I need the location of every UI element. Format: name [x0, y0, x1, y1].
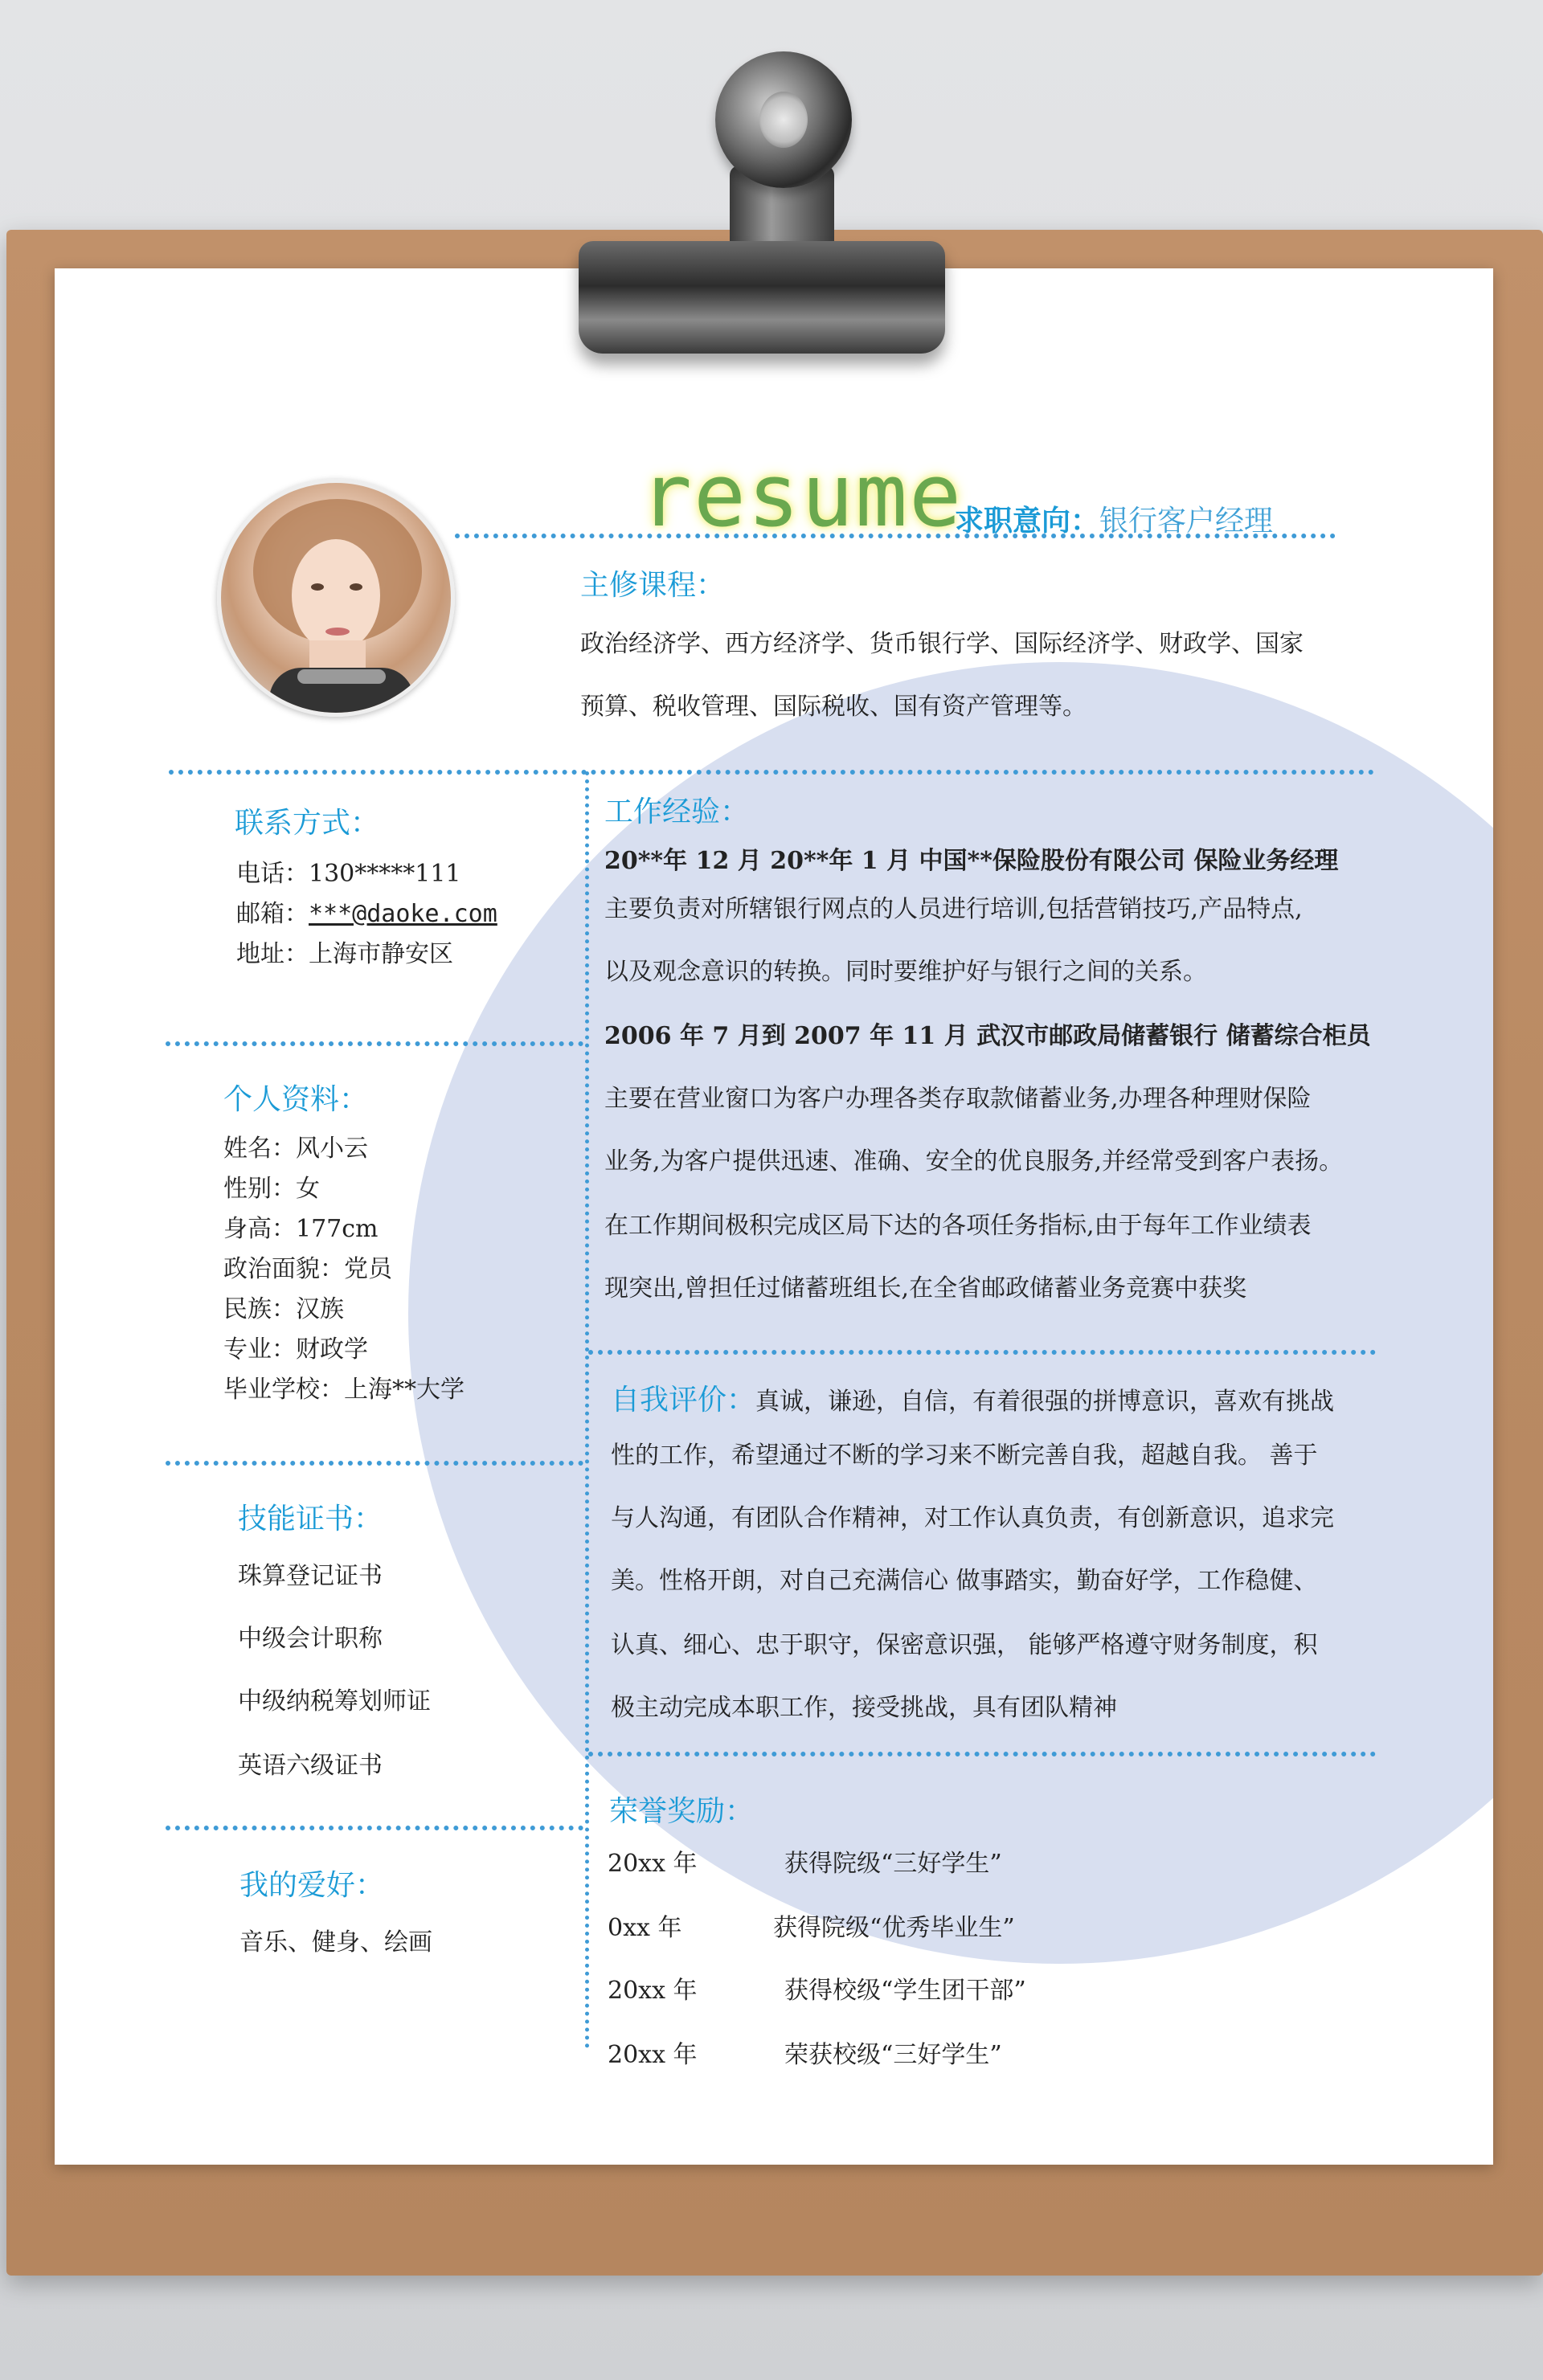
honor-year: 20xx 年: [608, 2041, 698, 2069]
skill-item: 英语六级证书: [238, 1752, 383, 1780]
personal-politics: 政治面貌：党员: [223, 1255, 392, 1283]
job-intention-value: 银行客户经理: [1099, 505, 1274, 538]
left-divider-1: [166, 1041, 583, 1046]
job2-title: 2006 年 7 月到 2007 年 11 月 武汉市邮政局储蓄银行 储蓄综合柜员: [604, 1022, 1371, 1050]
courses-heading: 主修课程：: [580, 569, 726, 602]
personal-height: 身高：177cm: [223, 1215, 379, 1243]
personal-major: 专业：财政学: [223, 1335, 368, 1364]
self-eval-line-3: 美。性格开朗，对自己充满信心 做事踏实，勤奋好学，工作稳健、: [611, 1567, 1318, 1595]
hobbies-heading: 我的爱好：: [239, 1869, 385, 1902]
personal-heading: 个人资料：: [223, 1083, 369, 1116]
binder-clip-ring: [715, 51, 852, 188]
honor-text: 获得校级“学生团干部”: [784, 1977, 1026, 2005]
personal-gender: 性别：女: [223, 1175, 320, 1203]
personal-school: 毕业学校：上海**大学: [223, 1376, 465, 1404]
honors-heading: 荣誉奖励：: [609, 1795, 755, 1828]
binder-clip-icon: [579, 241, 945, 354]
honor-text: 荣获校级“三好学生”: [784, 2041, 1002, 2069]
job1-title: 20**年 12 月 20**年 1 月 中国**保险股份有限公司 保险业务经理: [604, 847, 1339, 875]
avatar: [217, 479, 455, 717]
honor-text: 获得院级“三好学生”: [784, 1850, 1002, 1878]
job2-line-2: 业务,为客户提供迅速、准确、安全的优良服务,并经常受到客户表扬。: [604, 1147, 1344, 1176]
job2-line-1: 主要在营业窗口为客户办理各类存取款储蓄业务,办理各种理财保险: [604, 1085, 1312, 1113]
contact-email-row: [236, 900, 497, 929]
work-heading: 工作经验：: [604, 795, 750, 828]
personal-ethnicity: 民族：汉族: [223, 1295, 344, 1323]
self-eval-line-4: 认真、细心、忠于职守，保密意识强， 能够严格遵守财务制度，积: [611, 1631, 1318, 1659]
skill-item: 珠算登记证书: [238, 1562, 383, 1590]
section-divider-top: [169, 770, 1374, 775]
honor-text: 获得院级“优秀毕业生”: [773, 1914, 1015, 1942]
honor-year: 20xx 年: [608, 1977, 698, 2005]
contact-email-link[interactable]: ***@daoke.com: [309, 900, 497, 928]
contact-heading: 联系方式：: [235, 807, 380, 840]
honor-year: 0xx 年: [608, 1914, 682, 1942]
skill-item: 中级会计职称: [238, 1625, 383, 1653]
skill-item: 中级纳税筹划师证: [238, 1687, 431, 1715]
job1-line-1: 主要负责对所辖银行网点的人员进行培训,包括营销技巧,产品特点,: [604, 895, 1303, 923]
job1-line-2: 以及观念意识的转换。同时要维护好与银行之间的关系。: [604, 958, 1207, 986]
self-eval-first-row: [611, 1377, 1334, 1418]
column-divider: [585, 771, 589, 2049]
courses-line-1: 政治经济学、西方经济学、货币银行学、国际经济学、财政学、国家: [580, 630, 1304, 658]
right-divider-1: [588, 1350, 1376, 1355]
honor-year: 20xx 年: [608, 1850, 698, 1878]
self-eval-line-0: 真诚，谦逊，自信，有着很强的拼博意识，喜欢有挑战: [755, 1388, 1335, 1416]
self-eval-line-2: 与人沟通，有团队合作精神，对工作认真负责，有创新意识，追求完: [611, 1504, 1334, 1532]
contact-email-label: 邮箱：: [236, 900, 309, 928]
self-eval-line-5: 极主动完成本职工作，接受挑战，具有团队精神: [611, 1694, 1117, 1722]
left-divider-2: [166, 1461, 583, 1466]
courses-line-2: 预算、税收管理、国际税收、国有资产管理等。: [580, 693, 1087, 721]
personal-name: 姓名：风小云: [223, 1135, 368, 1163]
contact-address: 地址：上海市静安区: [236, 940, 453, 968]
job2-line-3: 在工作期间极积完成区局下达的各项任务指标,由于每年工作业绩表: [604, 1212, 1312, 1240]
resume-title: resume: [640, 446, 964, 546]
contact-phone: 电话：130*****111: [236, 860, 461, 888]
job-intention-label: 求职意向：: [955, 505, 1100, 538]
self-eval-heading: 自我评价：: [611, 1384, 756, 1417]
left-divider-3: [166, 1826, 583, 1830]
hobbies-text: 音乐、健身、绘画: [239, 1928, 432, 1957]
job2-line-4: 现突出,曾担任过储蓄班组长,在全省邮政储蓄业务竞赛中获奖: [604, 1274, 1247, 1302]
skills-heading: 技能证书：: [238, 1503, 383, 1536]
self-eval-line-1: 性的工作，希望通过不断的学习来不断完善自我，超越自我。 善于: [611, 1441, 1318, 1470]
title-divider: [455, 534, 1336, 538]
right-divider-2: [588, 1752, 1376, 1756]
